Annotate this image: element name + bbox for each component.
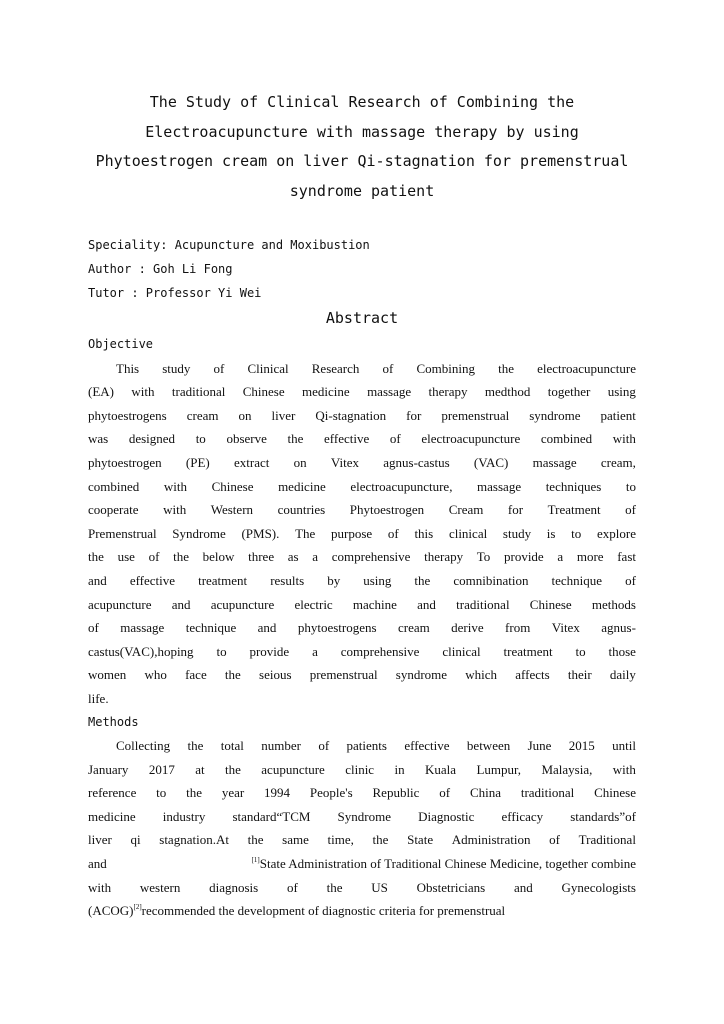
abstract-heading: Abstract — [325, 309, 399, 327]
citation-group — [88, 899, 505, 923]
text-line-with-citation — [88, 899, 636, 923]
citation-ref: [2] — [133, 903, 142, 912]
text-line: was designed to observe the effective of electroacupuncture combined with — [88, 431, 636, 447]
text-line: (EA) with traditional Chinese medicine massage therapy medthod together using — [88, 384, 636, 400]
text-line: women who face the seious premenstrual syndrome which affects their daily — [88, 667, 636, 683]
objective-heading: Objective — [88, 337, 154, 351]
title-line: syndrome patient — [289, 181, 435, 200]
title-line: Electroacupuncture with massage therapy by using — [145, 122, 579, 141]
text-line: Collecting the total number of patients effective between June 2015 until — [116, 738, 636, 754]
objective-paragraph — [88, 357, 636, 711]
text-line: the use of the below three as a comprehensive therapy To provide a more fast — [88, 549, 636, 565]
text-line: cooperate with Western countries Phytoestrogen Cream for Treatment of — [88, 502, 636, 518]
text-line: medicine industry standard“TCM Syndrome Diagnostic efficacy standards”of — [88, 808, 636, 824]
text-line: life. — [88, 690, 109, 706]
text-line: with western diagnosis of the US Obstetricians and Gynecologists — [88, 879, 636, 895]
tutor-line: Tutor : Professor Yi Wei — [88, 286, 262, 300]
text-line: castus(VAC),hoping to provide a comprehensive clinical treatment to those — [88, 643, 636, 659]
text-line: phytoestrogen (PE) extract on Vitex agnus-castus (VAC) massage cream, — [88, 454, 636, 470]
citation-group — [252, 852, 636, 876]
text-line: January 2017 at the acupuncture clinic in Kuala Lumpur, Malaysia, with — [88, 761, 636, 777]
text-line: reference to the year 1994 People's Republic of China traditional Chinese — [88, 785, 636, 801]
text-line: This study of Clinical Research of Combining the electroacupuncture — [116, 360, 636, 376]
paper-title — [60, 88, 664, 206]
text-line: Premenstrual Syndrome (PMS). The purpose of this clinical study is to explore — [88, 525, 636, 541]
text-line: phytoestrogens cream on liver Qi-stagnation for premenstrual syndrome patient — [88, 407, 636, 423]
paper-meta — [88, 233, 370, 305]
line-text: and — [88, 856, 107, 872]
methods-paragraph — [88, 734, 636, 923]
title-line: The Study of Clinical Research of Combining the — [149, 93, 575, 111]
abstract-body — [88, 333, 636, 923]
text-line: liver qi stagnation.At the same time, the State Administration of Traditional — [88, 832, 636, 848]
line-text: State Administration of Traditional Chinese Medicine, together combine — [259, 856, 636, 872]
methods-heading: Methods — [88, 714, 139, 729]
text-line: of massage technique and phytoestrogens cream derive from Vitex agnus- — [88, 620, 636, 636]
text-line: and effective treatment results by using the comnibination technique of — [88, 572, 636, 588]
text-line: acupuncture and acupuncture electric machine and traditional Chinese methods — [88, 596, 636, 612]
text-line: combined with Chinese medicine electroacupuncture, massage techniques to — [88, 478, 636, 494]
citation-ref: [1] — [251, 856, 260, 865]
speciality-line: Speciality: Acupuncture and Moxibustion — [88, 238, 370, 252]
author-line: Author : Goh Li Fong — [88, 262, 233, 276]
line-text: (ACOG) — [88, 903, 134, 919]
line-text: recommended the development of diagnostic criteria for premenstrual — [141, 903, 506, 919]
title-line: Phytoestrogen cream on liver Qi-stagnation for premenstrual — [95, 152, 629, 170]
text-line-with-citation — [88, 852, 636, 876]
